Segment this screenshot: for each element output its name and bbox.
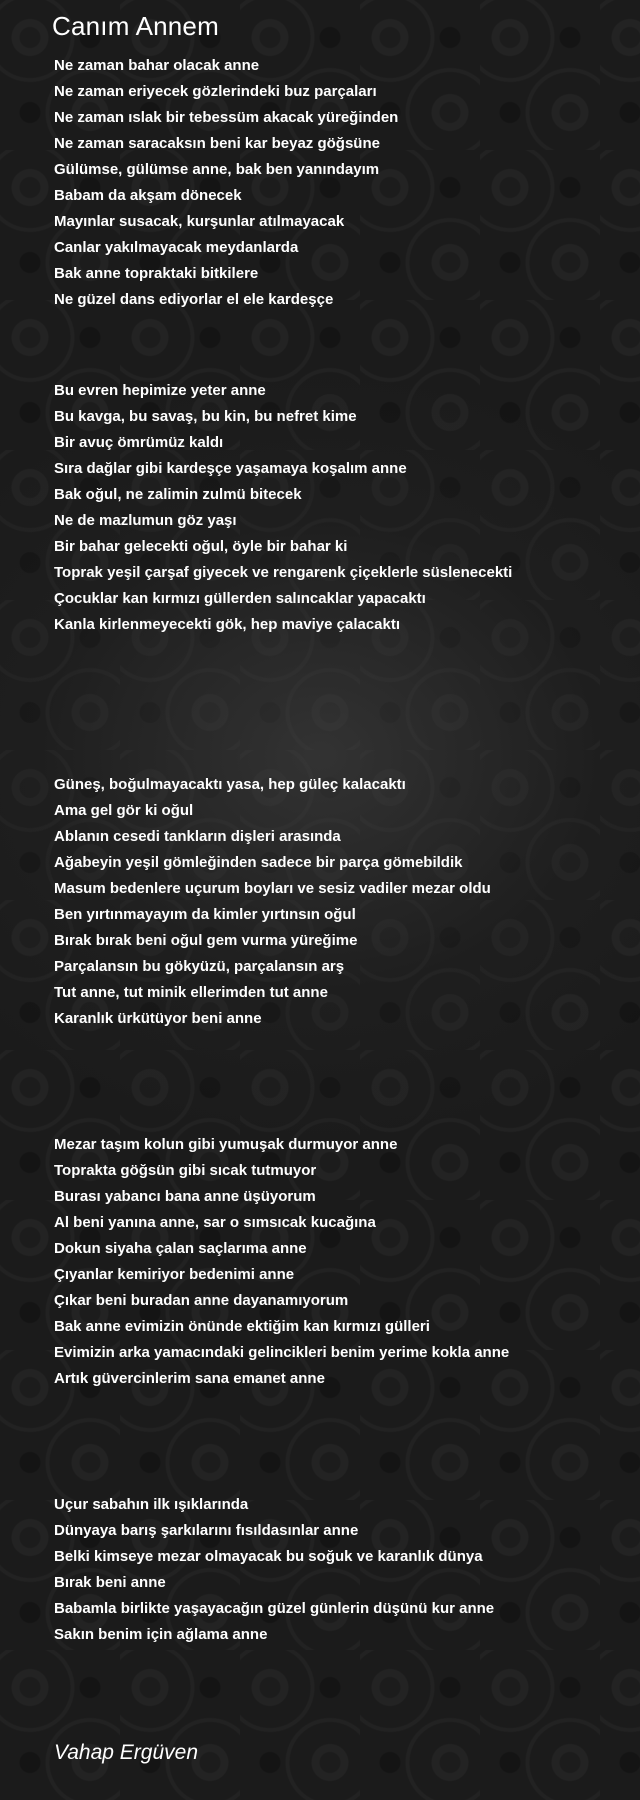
poem-line: Ne de mazlumun göz yaşı (54, 512, 237, 529)
poem-line: Al beni yanına anne, sar o sımsıcak kucağına (54, 1214, 376, 1231)
poem-line: Gülümse, gülümse anne, bak ben yanındayım (54, 161, 380, 178)
poem-line: Çıkar beni buradan anne dayanamıyorum (54, 1292, 349, 1309)
poem-line: Bu evren hepimize yeter anne (54, 382, 266, 399)
poem-line: Ne zaman ıslak bir tebessüm akacak yüreğinden (54, 109, 399, 126)
poem-line: Evimizin arka yamacındaki gelincikleri benim yerime kokla anne (54, 1344, 510, 1361)
poem-line: Dünyaya barış şarkılarını fısıldasınlar anne (54, 1522, 359, 1539)
stanza-3 (54, 772, 634, 1032)
poem-line: Bırak beni anne (54, 1574, 166, 1591)
poem-line: Karanlık ürkütüyor beni anne (54, 1010, 262, 1027)
poem-title: Canım Annem (52, 11, 219, 41)
poem-line: Uçur sabahın ilk ışıklarında (54, 1496, 249, 1513)
poem-line: Ne zaman eriyecek gözlerindeki buz parçaları (54, 83, 377, 100)
poem-line: Canlar yakılmayacak meydanlarda (54, 239, 299, 256)
poem-line: Bir avuç ömrümüz kaldı (54, 434, 224, 451)
poem-line: Ne zaman bahar olacak anne (54, 57, 260, 74)
poem-line: Bak anne evimizin önünde ektiğim kan kırmızı gülleri (54, 1318, 430, 1335)
poem-line: Ağabeyin yeşil gömleğinden sadece bir parça gömebildik (54, 854, 463, 871)
poem-line: Sakın benim için ağlama anne (54, 1626, 268, 1643)
stanza-1 (54, 53, 634, 313)
poem-line: Masum bedenlere uçurum boyları ve sesiz vadiler mezar oldu (54, 880, 491, 897)
poem-line: Mezar taşım kolun gibi yumuşak durmuyor anne (54, 1136, 398, 1153)
poem-line: Çocuklar kan kırmızı güllerden salıncaklar yapacaktı (54, 590, 426, 607)
stanza-2 (54, 378, 634, 638)
poem-line: Babamla birlikte yaşayacağın güzel günlerin düşünü kur anne (54, 1600, 495, 1617)
poem-line: Parçalansın bu gökyüzü, parçalansın arş (54, 958, 345, 975)
poem-line: Mayınlar susacak, kurşunlar atılmayacak (54, 213, 345, 230)
poem-line: Bu kavga, bu savaş, bu kin, bu nefret kime (54, 408, 357, 425)
stanza-5 (54, 1492, 634, 1648)
poem-line: Bak anne topraktaki bitkilere (54, 265, 259, 282)
poem-line: Tut anne, tut minik ellerimden tut anne (54, 984, 328, 1001)
poem-line: Artık güvercinlerim sana emanet anne (54, 1370, 325, 1387)
poem-line: Ablanın cesedi tankların dişleri arasında (54, 828, 341, 845)
poem-line: Sıra dağlar gibi kardeşçe yaşamaya koşalım anne (54, 460, 407, 477)
stanza-4 (54, 1132, 634, 1392)
poem-line: Güneş, boğulmayacaktı yasa, hep güleç kalacaktı (54, 776, 406, 793)
poem-line: Çıyanlar kemiriyor bedenimi anne (54, 1266, 295, 1283)
poem-line: Belki kimseye mezar olmayacak bu soğuk ve karanlık dünya (54, 1548, 483, 1565)
poem-line: Babam da akşam dönecek (54, 187, 242, 204)
poem-line: Ben yırtınmayayım da kimler yırtınsın oğul (54, 906, 356, 923)
poem-line: Burası yabancı bana anne üşüyorum (54, 1188, 316, 1205)
poem-line: Ne zaman saracaksın beni kar beyaz göğsüne (54, 135, 380, 152)
poem-line: Ama gel gör ki oğul (54, 802, 194, 819)
poem-line: Toprakta göğsün gibi sıcak tutmuyor (54, 1162, 317, 1179)
poem-line: Bak oğul, ne zalimin zulmü bitecek (54, 486, 302, 503)
poem-author: Vahap Ergüven (54, 1741, 198, 1764)
poem-line: Ne güzel dans ediyorlar el ele kardeşçe (54, 291, 334, 308)
poem-line: Kanla kirlenmeyecekti gök, hep maviye çalacaktı (54, 616, 401, 633)
poem-line: Bırak bırak beni oğul gem vurma yüreğime (54, 932, 358, 949)
poem-line: Dokun siyaha çalan saçlarıma anne (54, 1240, 307, 1257)
poem-line: Bir bahar gelecekti oğul, öyle bir bahar ki (54, 538, 348, 555)
poem-line: Toprak yeşil çarşaf giyecek ve rengarenk çiçeklerle süslenecekti (54, 564, 513, 581)
